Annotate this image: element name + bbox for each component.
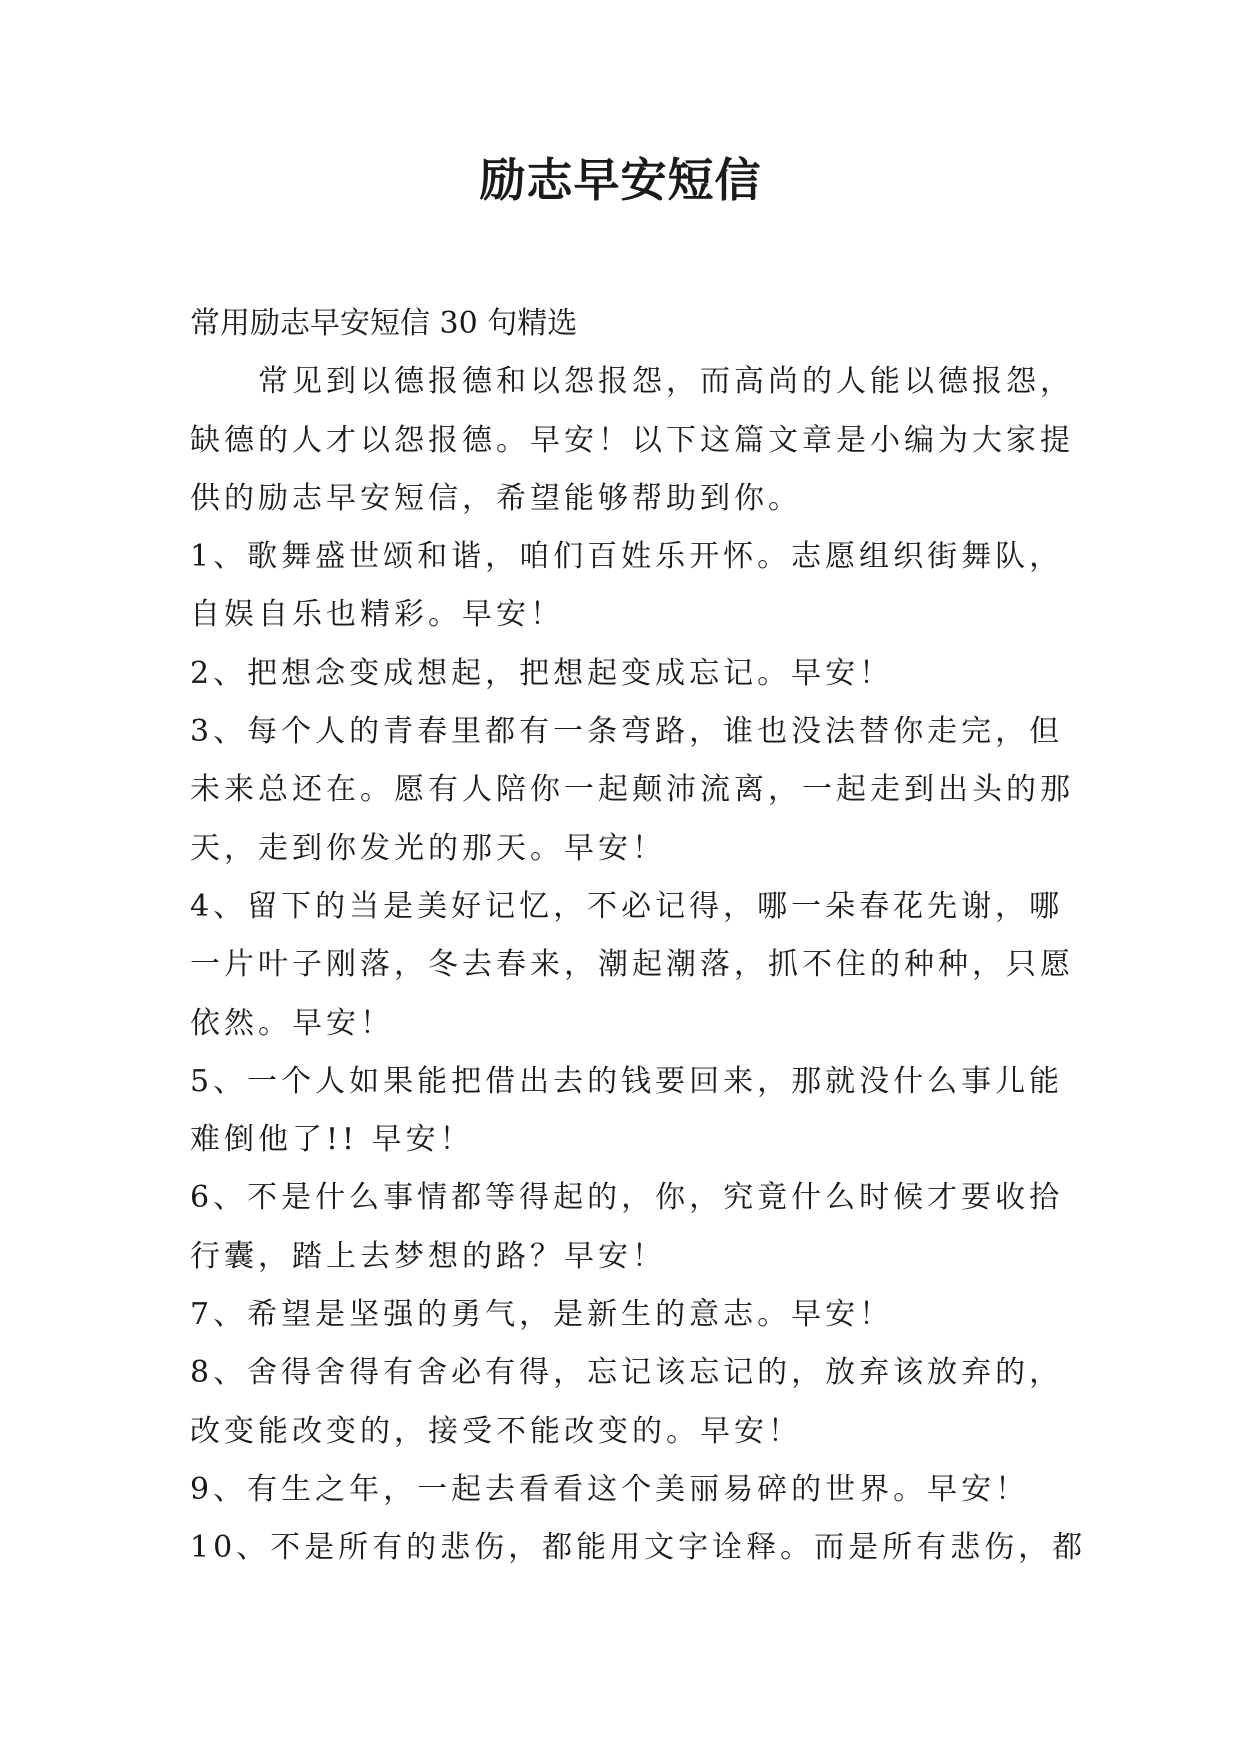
item-line: 7、希望是坚强的勇气，是新生的意志。早安！ (190, 1297, 894, 1333)
item-line: 4、留下的当是美好记忆，不必记得，哪一朵春花先谢，哪 (190, 888, 1064, 924)
item-line: 8、舍得舍得有舍必有得，忘记该忘记的，放弃该放弃的， (190, 1355, 1064, 1391)
item-line: 依然。早安！ (190, 1005, 394, 1041)
item-line: 9、有生之年，一起去看看这个美丽易碎的世界。早安！ (190, 1471, 1030, 1507)
item-line: 10、不是所有的悲伤，都能用文字诠释。而是所有悲伤，都 (190, 1530, 1087, 1566)
item-line: 1、歌舞盛世颂和谐，咱们百姓乐开怀。志愿组织街舞队， (190, 539, 1064, 575)
intro-line: 常见到以德报德和以怨报怨，而高尚的人能以德报怨， (258, 364, 1074, 400)
item-line: 2、把想念变成想起，把想起变成忘记。早安！ (190, 655, 894, 691)
item-line: 难倒他了!! 早安！ (190, 1122, 474, 1158)
item-line: 未来总还在。愿有人陪你一起颠沛流离，一起走到出头的那 (190, 772, 1074, 808)
item-line: 一片叶子刚落，冬去春来，潮起潮落，抓不住的种种，只愿 (190, 947, 1074, 983)
item-line: 3、每个人的青春里都有一条弯路，谁也没法替你走完，但 (190, 714, 1064, 750)
item-line: 行囊，踏上去梦想的路？早安！ (190, 1238, 666, 1274)
item-line: 5、一个人如果能把借出去的钱要回来，那就没什么事儿能 (190, 1063, 1064, 1099)
item-line: 天，走到你发光的那天。早安！ (190, 830, 666, 866)
document-title: 励志早安短信 (479, 153, 762, 207)
item-line: 改变能改变的，接受不能改变的。早安！ (190, 1413, 802, 1449)
item-line: 6、不是什么事情都等得起的，你，究竟什么时候才要收拾 (190, 1180, 1064, 1216)
intro-line: 供的励志早安短信，希望能够帮助到你。 (190, 480, 802, 516)
intro-line: 缺德的人才以怨报德。早安！以下这篇文章是小编为大家提 (190, 422, 1074, 458)
item-line: 自娱自乐也精彩。早安！ (190, 597, 564, 633)
document-body (190, 295, 1087, 1578)
subtitle-line: 常用励志早安短信 30 句精选 (190, 306, 578, 341)
